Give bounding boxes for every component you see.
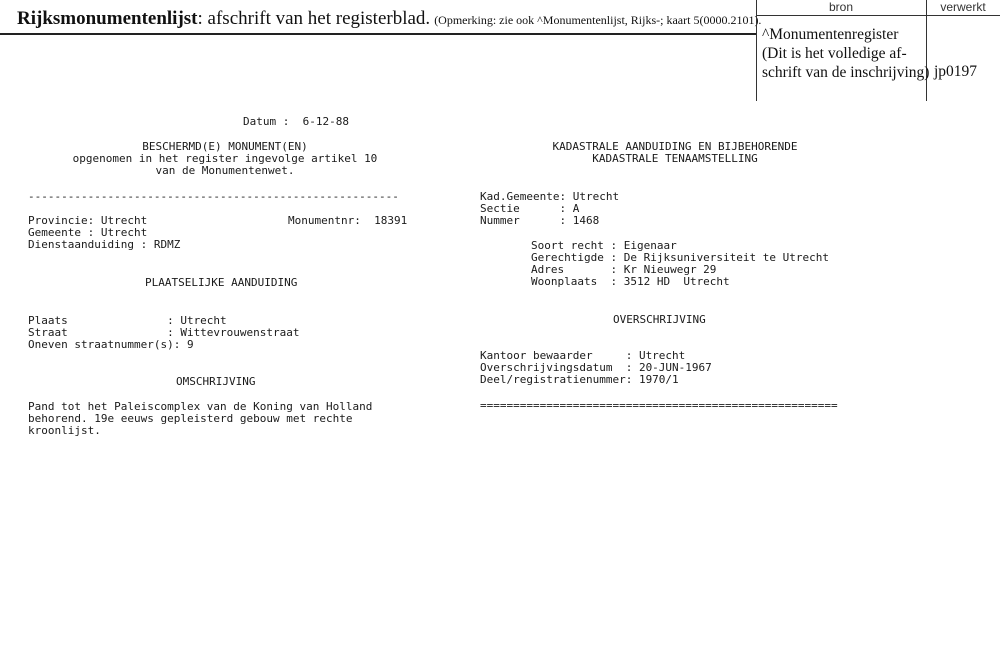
left-separator: -------------------------------------------------------- [28, 190, 399, 203]
overschrijving-heading: OVERSCHRIJVING [613, 313, 706, 326]
kantoor-bewaarder: Kantoor bewaarder : Utrecht [480, 349, 686, 362]
right-separator: ====================================================== [480, 399, 838, 412]
overschrijvingsdatum: Overschrijvingsdatum : 20-JUN-1967 [480, 361, 712, 374]
verwerkt-value: jp0197 [934, 63, 978, 80]
page-title [17, 8, 761, 30]
title-bold: Rijksmonumentenlijst [17, 8, 198, 29]
sectie: Sectie : A [480, 202, 580, 215]
right-title: KADASTRALE AANDUIDING EN BIJBEHORENDE KADASTRALE TENAAMSTELLING [552, 140, 798, 165]
datum: Datum : 6-12-88 [243, 115, 349, 128]
verwerkt-header: verwerkt [940, 0, 986, 14]
oneven-straatnummer: Oneven straatnummer(s): 9 [28, 338, 194, 351]
soort-recht: Soort recht : Eigenaar [531, 239, 677, 252]
meta-header-rule [756, 15, 1000, 16]
plaatselijke-heading: PLAATSELIJKE AANDUIDING [145, 276, 298, 289]
woonplaats: Woonplaats : 3512 HD Utrecht [531, 275, 730, 288]
deel-registratienummer: Deel/registratienummer: 1970/1 [480, 373, 679, 386]
adres: Adres : Kr Nieuwegr 29 [531, 263, 717, 276]
left-title: BESCHERMD(E) MONUMENT(EN) opgenomen in het register ingevolge artikel 10 van de Monumentenwet. [72, 140, 378, 177]
bron-value: ^Monumentenregister (Dit is het volledige af- schrift van de inschrijving) [762, 26, 930, 81]
title-rest: : afschrift van het registerblad. [197, 8, 431, 29]
omschrijving-text: Pand tot het Paleiscomplex van de Koning van Holland behorend. 19e eeuws gepleisterd gebouw met rechte kroonlijst. [28, 400, 373, 437]
monumentnr: Monumentnr: 18391 [288, 214, 408, 227]
title-note: (Opmerking: zie ook ^Monumentenlijst, Rijks-; kaart 5(0000.2101). [434, 13, 762, 27]
nummer: Nummer : 1468 [480, 214, 600, 227]
meta-table [756, 0, 1000, 101]
bron-header: bron [828, 0, 854, 14]
provincie: Provincie: Utrecht [28, 214, 148, 227]
plaats: Plaats : Utrecht [28, 314, 227, 327]
header-rule [0, 33, 757, 35]
omschrijving-heading: OMSCHRIJVING [176, 375, 256, 388]
kad-gemeente: Kad.Gemeente: Utrecht [480, 190, 620, 203]
gemeente: Gemeente : Utrecht [28, 226, 148, 239]
dienstaanduiding: Dienstaanduiding : RDMZ [28, 238, 181, 251]
straat: Straat : Wittevrouwenstraat [28, 326, 300, 339]
gerechtigde: Gerechtigde : De Rijksuniversiteit te Utrecht [531, 251, 830, 264]
